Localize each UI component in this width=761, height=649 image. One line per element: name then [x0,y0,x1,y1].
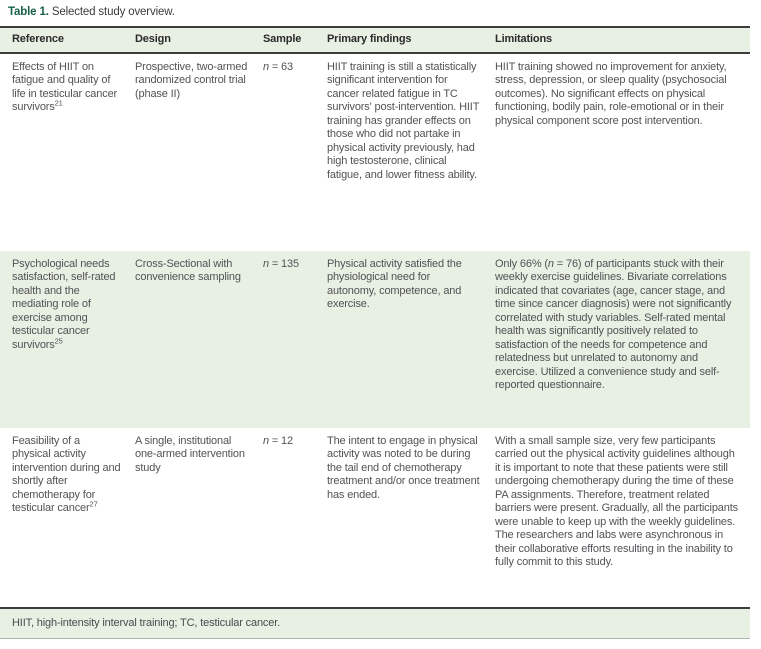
primary-findings-cell [327,53,495,251]
design-cell [135,53,263,251]
limitations-text: With a small sample size, very few participants carried out the physical activity guidelines although it is important to note that these patients were still undergoing chemotherapy during the time of these PA assignments. Therefore, treatment related barriers were present. Gradually, all the participants were unable to keep up with the weekly guidelines. The researchers and labs were asynchronous in their collaborative efforts resulting in the inability to fully commit to this study. [495,434,738,568]
limitations-cell [495,251,750,428]
limitations-text: Only 66% ( [495,257,548,270]
design-cell [135,428,263,608]
column-header-limitations: Limitations [495,33,553,45]
limitations-cell [495,53,750,251]
column-header-reference: Reference [12,33,64,45]
table-row [0,428,750,608]
header-row [0,27,750,53]
sample-n-variable: n [263,257,269,270]
design-text: Prospective, two-armed randomized control trial (phase II) [135,60,248,100]
primary-findings-cell [327,251,495,428]
column-header-primary-findings: Primary findings [327,33,412,45]
limitations-text-continued: = 76) of participants stuck with their weekly exercise guidelines. Bivariate correlations indicated that covariates (age, cancer stage, and time since cancer diagnosis) were not significantly correlated with study variables. Self-rated mental health was significantly positively related to satisfaction of the needs for competence and relatedness but unrelated to autonomy and exercise. Utilized a convenience study and self-reported questionnaire. [495,257,732,391]
reference-text: Feasibility of a physical activity intervention during and shortly after chemotherapy for testicular cancer [12,434,121,514]
table-caption-label: Table 1. [8,6,49,18]
study-overview-table [0,26,750,609]
limitations-n-variable: n [547,257,554,270]
reference-cell [0,53,135,251]
table-footnote [0,609,750,639]
limitations-cell [495,428,750,608]
design-text: A single, institutional one-armed intervention study [135,434,245,474]
reference-cell [0,428,135,608]
primary-findings-text: The intent to engage in physical activity was noted to be during the tail end of chemotherapy treatment and/or once treatment has ended. [327,434,480,501]
design-text: Cross-Sectional with convenience sampling [135,257,241,283]
design-cell [135,251,263,428]
reference-text: Psychological needs satisfaction, self-rated health and the mediating role of exercise among testicular cancer survivors [12,257,116,351]
sample-cell [263,251,327,428]
table-body [0,53,750,608]
primary-findings-text: Physical activity satisfied the physiological need for autonomy, competence, and exercise. [327,257,462,310]
sample-n-variable: n [263,434,269,447]
reference-cell [0,251,135,428]
column-header-design: Design [135,33,171,45]
primary-findings-text: HIIT training is still a statistically significant intervention for cancer related fatigue in TC survivors' post-intervention. HIIT training has grander effects on those who did not partake in physical activity previously, had high testosterone, clinical fatigue, and lower fitness ability. [327,60,480,181]
column-header-sample: Sample [263,33,302,45]
reference-text: Effects of HIIT on fatigue and quality of life in testicular cancer survivors [12,60,118,113]
primary-findings-cell [327,428,495,608]
citation-superscript: 27 [89,499,98,509]
citation-superscript: 25 [54,335,63,345]
footnote-text: HIIT, high-intensity interval training; TC, testicular cancer. [12,616,281,629]
sample-n-value: = 12 [268,434,293,447]
sample-n-value: = 135 [268,257,299,270]
table-caption-text: Selected study overview. [51,6,175,18]
sample-n-variable: n [263,60,269,73]
sample-cell [263,53,327,251]
table-header [0,27,750,53]
limitations-text: HIIT training showed no improvement for anxiety, stress, depression, or sleep quality (psychosocial outcomes). No significant effects on physical functioning, bodily pain, role-emotional or in their physical component score post intervention. [495,60,727,127]
citation-superscript: 21 [54,98,63,108]
sample-cell [263,428,327,608]
table-row [0,251,750,428]
table-row [0,53,750,251]
table-caption [0,4,761,26]
sample-n-value: = 63 [268,60,293,73]
